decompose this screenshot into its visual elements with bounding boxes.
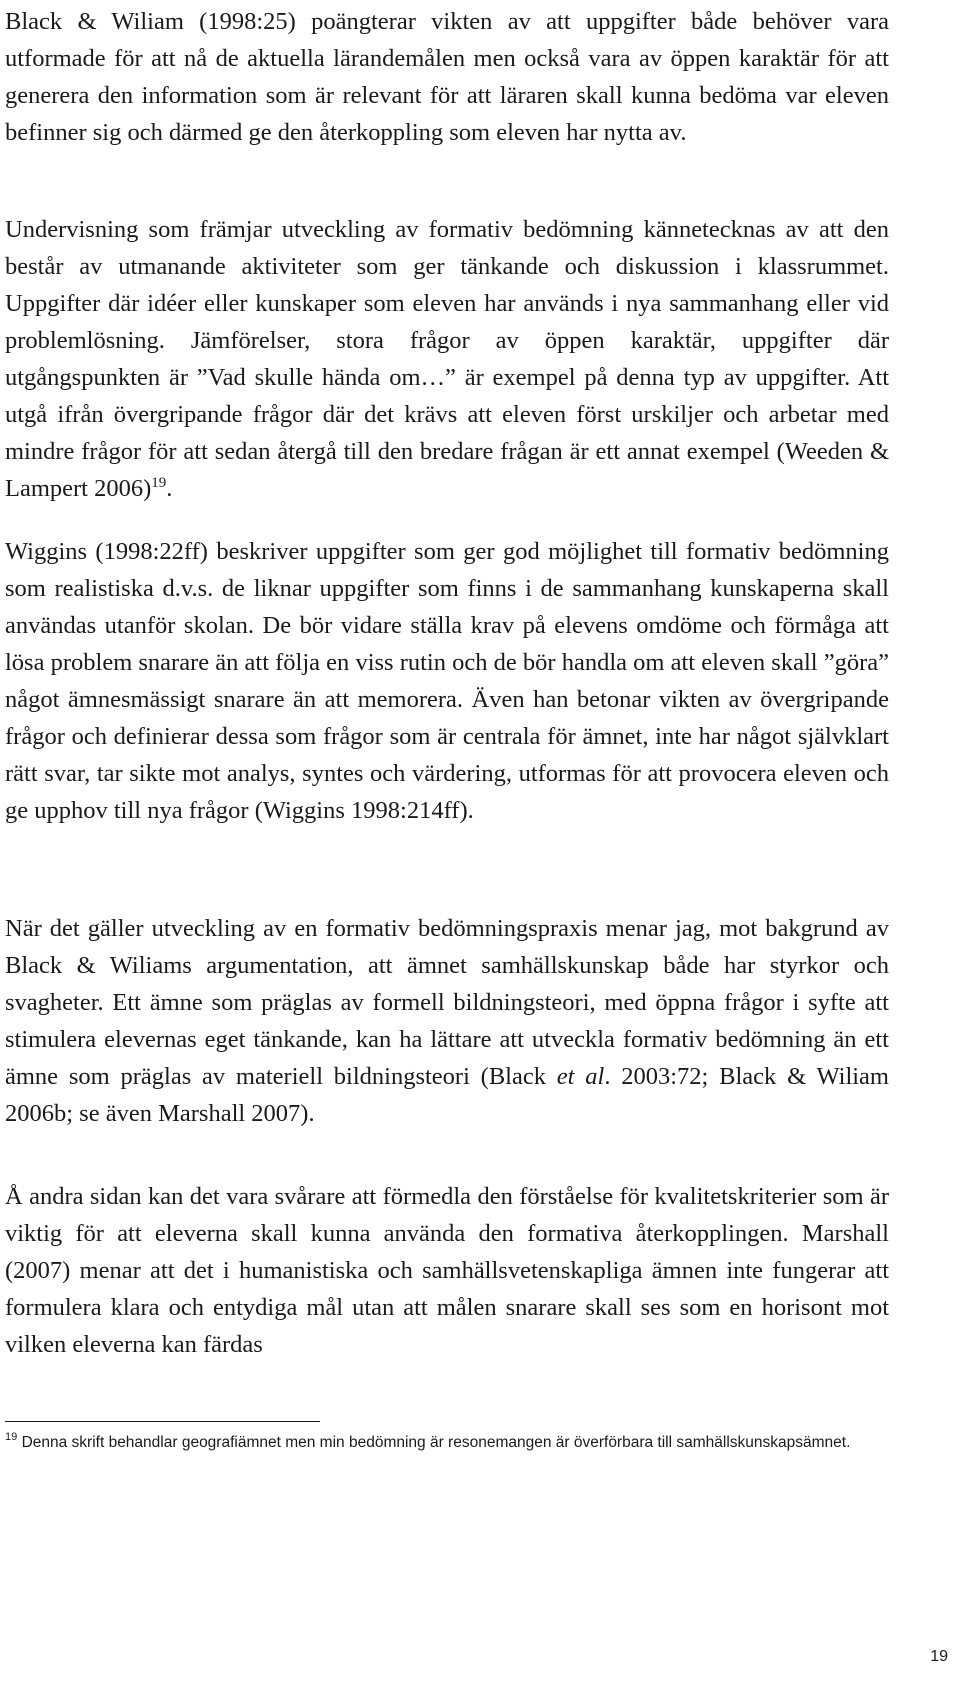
footnote-divider: [5, 1421, 320, 1422]
paragraph-text: Wiggins (1998:22ff) beskriver uppgifter som ger god möjlighet till formativ bedömning som realistiska d.v.s. de liknar uppgifter som finns i de sammanhang kunskaperna skall användas utanför skolan. De bör vidare ställa krav på elevens omdöme och förmåga att lösa problem snarare än att följa en viss rutin och de bör handla om att eleven skall ”göra” något ämnesmässigt snarare än att memorera. Även han betonar vikten av övergripande frågor och definierar dessa som frågor som är centrala för ämnet, inte har något självklart rätt svar, tar sikte mot analys, syntes och värdering, utformas för att provocera eleven och ge upphov till nya frågor (Wiggins 1998:214ff).: [5, 538, 889, 824]
footnote-reference[interactable]: 19: [151, 475, 167, 491]
paragraph-text: När det gäller utveckling av en formativ bedömningspraxis menar jag, mot bakgrund av Black & Wiliams argumentation, att ämnet samhällskunskap både har styrkor och svagheter. Ett ämne som präglas av formell bildningsteori, med öppna frågor i syfte att stimulera elevernas eget tänkande, kan ha lättare att utveckla formativ bedömning än ett ämne som präglas av materiell bildningsteori (Black: [5, 915, 889, 1090]
paragraph-black-wiliam: [5, 3, 889, 151]
paragraph-formativ-praxis: [5, 910, 889, 1132]
paragraph-text: Å andra sidan kan det vara svårare att förmedla den förståelse för kvalitetskriterier som är viktig för att eleverna skall kunna använda den formativa återkopplingen. Marshall (2007) menar att det i humanistiska och samhällsvetenskapliga ämnen inte fungerar att formulera klara och entydiga mål utan att målen snarare skall ses som en horisont mot vilken eleverna kan färdas: [5, 1183, 889, 1358]
footnote-text: Denna skrift behandlar geografiämnet men min bedömning är resonemangen är överförbara till samhällskunskapsämnet.: [21, 1434, 851, 1451]
paragraph-wiggins: [5, 533, 889, 829]
paragraph-andra-sidan: [5, 1178, 889, 1363]
italic-et-al: et al: [556, 1063, 605, 1090]
paragraph-text: Black & Wiliam (1998:25) poängterar vikten av att uppgifter både behöver vara utformade för att nå de aktuella lärandemålen men också vara av öppen karaktär för att generera den information som är relevant för att läraren skall kunna bedöma var eleven befinner sig och därmed ge den återkoppling som eleven har nytta av.: [5, 8, 889, 146]
footnote: [5, 1432, 891, 1453]
paragraph-undervisning: [5, 211, 889, 507]
footnote-number: 19: [5, 1431, 18, 1443]
page-number: 19: [930, 1648, 948, 1665]
paragraph-text-end: .: [166, 475, 173, 502]
paragraph-text-end: . 2003:72; Black & Wiliam 2006b; se även Marshall 2007).: [5, 1063, 889, 1127]
paragraph-text: Undervisning som främjar utveckling av formativ bedömning kännetecknas av att den består av utmanande aktiviteter som ger tänkande och diskussion i klassrummet. Uppgifter där idéer eller kunskaper som eleven har används i nya sammanhang eller vid problemlösning. Jämförelser, stora frågor av öppen karaktär, uppgifter där utgångspunkten är ”Vad skulle hända om…” är exempel på denna typ av uppgifter. Att utgå ifrån övergripande frågor där det krävs att eleven först urskiljer och arbetar med mindre frågor för att sedan återgå till den bredare frågan är ett annat exempel (Weeden & Lampert 2006): [5, 216, 889, 502]
